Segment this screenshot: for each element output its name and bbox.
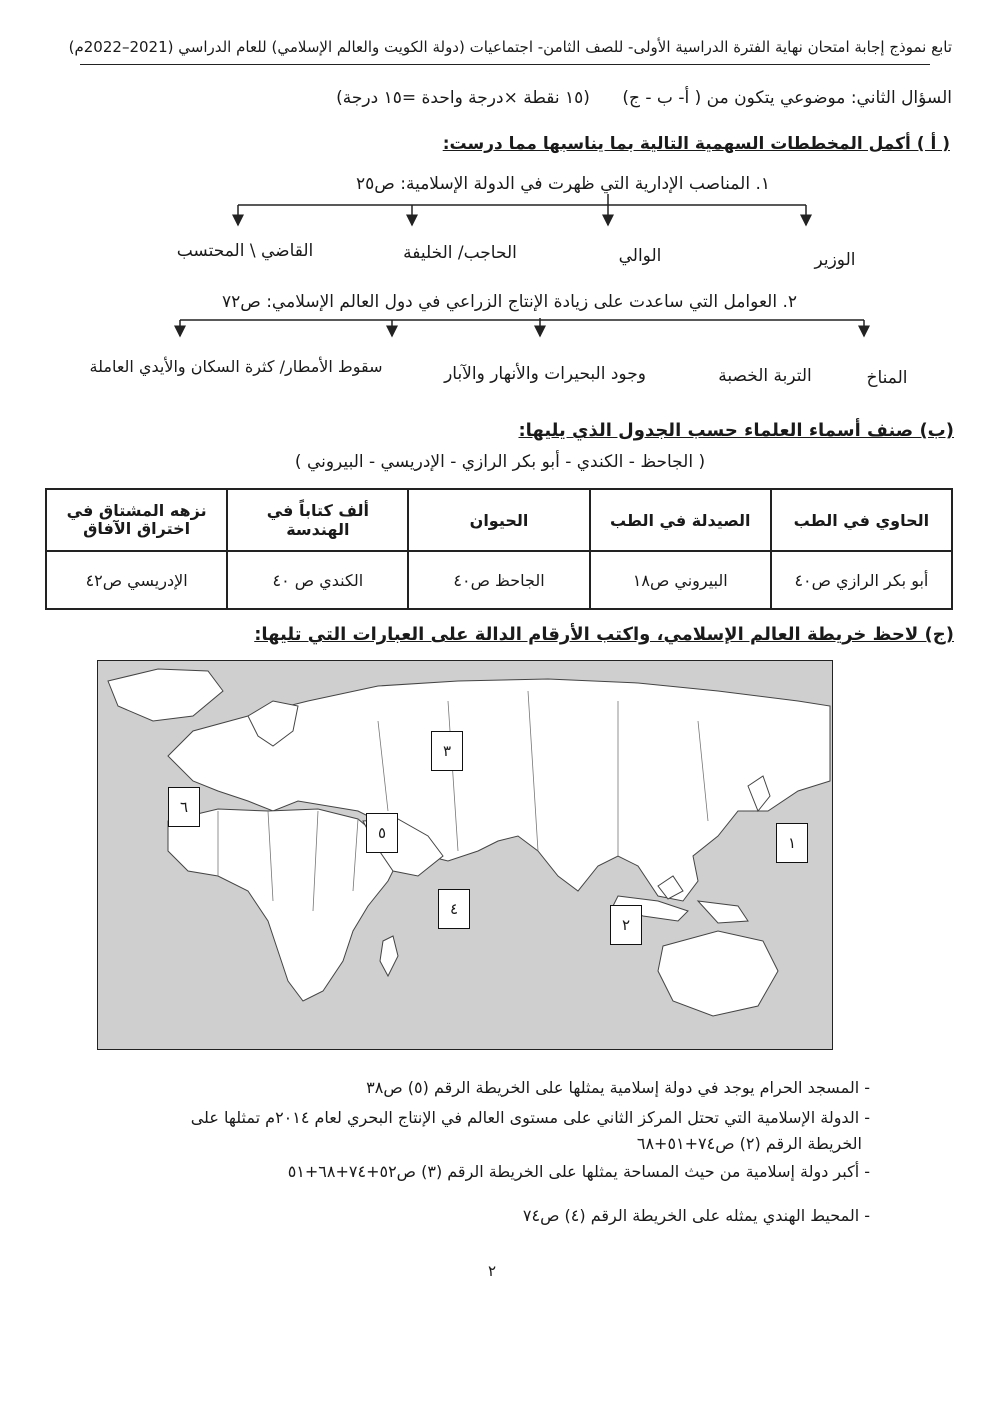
diagram2-answer-1: المناخ xyxy=(866,368,908,388)
map-marker-5: ٥ xyxy=(366,813,398,853)
diagram1-answer-3: الحاجب/ الخليفة xyxy=(403,243,517,263)
table-header-cell: الحيوان xyxy=(408,489,589,551)
diagram2-answer-2: التربة الخصبة xyxy=(718,366,812,386)
statement-1: - المسجد الحرام يوجد في دولة إسلامية يمثلها على الخريطة الرقم (٥) ص٣٨ xyxy=(366,1078,870,1097)
question-marks: (١٥ نقطة ×درجة واحدة =١٥ درجة) xyxy=(336,88,590,108)
statement-4: - المحيط الهندي يمثله على الخريطة الرقم (٤) ص٧٤ xyxy=(522,1206,870,1225)
map-marker-6: ٦ xyxy=(168,787,200,827)
statement-3: - أكبر دولة إسلامية من حيث المساحة يمثلها على الخريطة الرقم (٣) ص٥٢+٧٤+٦٨+٥١ xyxy=(287,1162,870,1181)
map-marker-3: ٣ xyxy=(431,731,463,771)
islamic-world-map xyxy=(97,660,833,1050)
table-answer-cell: الإدريسي ص٤٢ xyxy=(46,551,227,609)
section-c-title: (ج) لاحظ خريطة العالم الإسلامي، واكتب الأرقام الدالة على العبارات التي تليها: xyxy=(254,624,954,645)
exam-header-title: تابع نموذج إجابة امتحان نهاية الفترة الدراسية الأولى- للصف الثامن- اجتماعيات (دولة الكويت والعالم الإسلامي) للعام الدراسي (2021–2022م) xyxy=(68,38,952,56)
page-number: ٢ xyxy=(488,1262,497,1280)
table-answer-cell: البيروني ص١٨ xyxy=(590,551,771,609)
map-marker-4: ٤ xyxy=(438,889,470,929)
map-marker-1: ١ xyxy=(776,823,808,863)
diagram2-answer-4: سقوط الأمطار/ كثرة السكان والأيدي العاملة xyxy=(89,357,383,376)
statement-2: - الدولة الإسلامية التي تحتل المركز الثاني على مستوى العالم في الإنتاج البحري لعام ٢٠١٤م تمثلها على xyxy=(190,1108,870,1127)
table-header-cell: الصيدلة في الطب xyxy=(590,489,771,551)
scientists-names-line: ( الجاحظ - الكندي - أبو بكر الرازي - الإدريسي - البيروني ) xyxy=(294,452,706,472)
statement-2-continued: الخريطة الرقم (٢) ص٧٤+٥١+٦٨ xyxy=(636,1134,862,1153)
diagram2-answer-3: وجود البحيرات والأنهار والآبار xyxy=(444,364,646,384)
table-header-row xyxy=(46,489,952,551)
scientists-table xyxy=(45,488,953,610)
table-answer-cell: الكندي ص ٤٠ xyxy=(227,551,408,609)
section-b-title: (ب) صنف أسماء العلماء حسب الجدول الذي يليها: xyxy=(518,420,954,441)
diagram1-prompt: ١. المناصب الإدارية التي ظهرت في الدولة الإسلامية: ص٢٥ xyxy=(356,174,770,194)
table-header-cell: ألف كتاباً في الهندسة xyxy=(227,489,408,551)
question-title: السؤال الثاني: موضوعي يتكون من ( أ- ب - ج) xyxy=(622,88,952,108)
arrow-diagram-lines xyxy=(0,0,992,400)
diagram1-answer-4: القاضي \ المحتسب xyxy=(176,241,314,261)
table-header-cell: نزهه المشتاق في اختراق الآفاق xyxy=(46,489,227,551)
table-answer-cell: أبو بكر الرازي ص٤٠ xyxy=(771,551,952,609)
diagram1-answer-2: الوالي xyxy=(618,246,662,266)
map-marker-2: ٢ xyxy=(610,905,642,945)
map-outline xyxy=(98,661,832,1049)
diagram2-prompt: ٢. العوامل التي ساعدت على زيادة الإنتاج الزراعي في دول العالم الإسلامي: ص٧٢ xyxy=(221,292,797,312)
diagram1-answer-1: الوزير xyxy=(814,250,856,270)
table-header-cell: الحاوي في الطب xyxy=(771,489,952,551)
table-answer-cell: الجاحظ ص٤٠ xyxy=(408,551,589,609)
table-answer-row xyxy=(46,551,952,609)
section-a-title: ( أ ) أكمل المخططات السهمية التالية بما يناسبها مما درست: xyxy=(442,134,950,154)
